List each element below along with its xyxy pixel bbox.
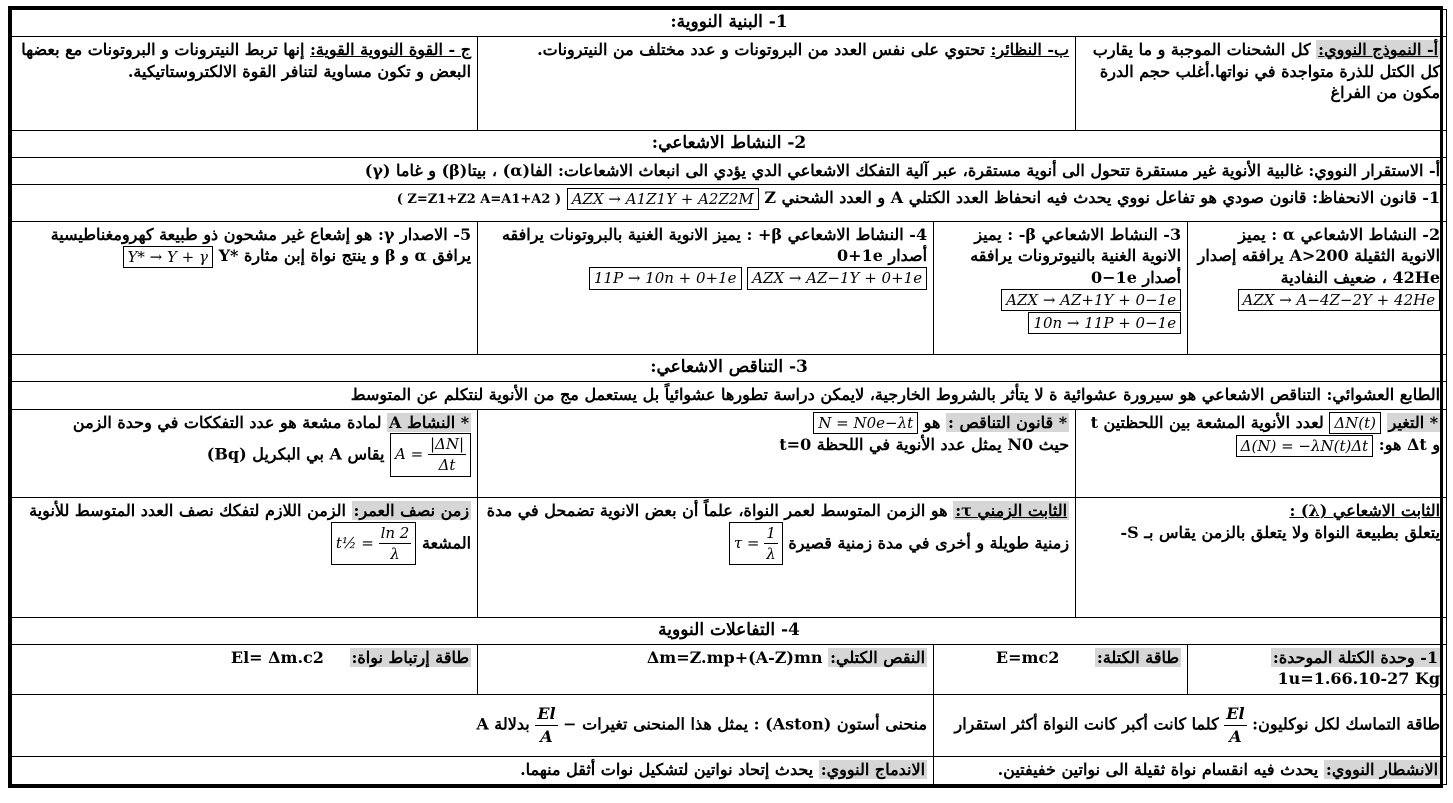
gamma-emission-formula: Y* → Y + γ: [123, 246, 213, 268]
aston-curve-num: El: [535, 703, 557, 726]
binding-per-nucleon-den: A: [1229, 727, 1242, 747]
half-life-formula-num: ln 2: [379, 523, 412, 544]
beta-plus-title: 4- النشاط الاشعاعي β+ :: [746, 224, 928, 244]
aston-curve-cell: [12, 694, 934, 756]
half-life-formula: [331, 522, 416, 566]
aston-curve-text1: يمثل هذا المنحنى تغيرات: [582, 715, 749, 735]
summary-sheet: [8, 6, 1443, 788]
alpha-emission: 42He: [1392, 267, 1441, 287]
binding-per-nucleon-cell: [934, 694, 1447, 756]
beta-minus-title: 3- النشاط الاشعاعي β- :: [1007, 224, 1182, 244]
mass-energy-value: E=mc2: [995, 647, 1060, 667]
binding-energy-value: El= Δm.c2: [230, 647, 324, 667]
half-life-formula-lhs: t½ =: [335, 533, 374, 552]
isotopes-text: تحتوي على نفس العدد من البروتونات و عدد مختلف من النيترونات.: [537, 39, 985, 59]
beta-minus-cell: [934, 221, 1188, 354]
fission-text: يحدث فيه انقسام نواة ثقيلة الى نواتين خفيفتين.: [997, 760, 1319, 780]
decay-law-cell: [478, 409, 1076, 497]
mass-defect-label: النقص الكتلي:: [830, 647, 926, 667]
time-constant-label: الثابت الزمني τ:: [955, 501, 1068, 521]
nuclear-model-text: كل الشحنات الموجبة و ما يقارب كل الكتل للذرة متواجدة في نواتها.أغلب حجم الدرة مكون من الفراغ: [1092, 39, 1441, 103]
strong-force-label: ج - القوة النووية القوية:: [309, 39, 472, 59]
time-constant-formula-den: λ: [766, 544, 776, 563]
random-nature-text: الطابع العشوائي: التناقص الاشعاعي هو سيرورة عشوائية ة لا يتأثر بالشروط الخارجية، لايمكن دراسة تطورها عشوائياً بل يستعمل مج من الأنوية لنتكلم عن المتوسط: [12, 381, 1447, 409]
decay-law-text1: هو: [923, 412, 941, 432]
alpha-decay-cell: [1188, 221, 1447, 354]
gamma-emission-cell: [12, 221, 478, 354]
activity-formula-lhs: A =: [395, 444, 424, 463]
activity-label: * النشاط A: [389, 412, 470, 432]
summary-table: [11, 9, 1447, 785]
time-constant-formula-lhs: τ =: [733, 533, 760, 552]
time-constant-cell: [478, 498, 1076, 618]
beta-plus-text: يميز الانوية الغنية بالبروتونات يرافقه أصدار: [501, 224, 928, 266]
activity-cell: [12, 409, 478, 497]
decay-constant-cell: [1076, 498, 1447, 618]
aston-curve-den: A: [540, 727, 553, 747]
fusion-text: يحدث إتحاد نواتين لتشكيل نوات أثقل منهما.: [520, 760, 814, 780]
fission-label: الانشطار النووي:: [1325, 760, 1439, 780]
variation-cell: [1076, 409, 1447, 497]
variation-symbol: ΔN(t): [1329, 412, 1381, 434]
time-constant-formula: [729, 522, 783, 566]
section-nuclear-structure-title: 1- البنية النووية:: [12, 10, 1447, 37]
gamma-emission-text: هو إشعاع غير مشحون ذو طبيعة كهرومغناطيسية يرافق α و β و ينتج نواة إبن مثارة: [50, 224, 472, 266]
strong-force-text: إنها تربط النيترونات و البروتونات مع بعضها البعض و تكون مساوية لتنافر القوة الالكتروستاتيكية.: [21, 39, 472, 81]
aston-curve-sign: −: [563, 715, 577, 735]
alpha-decay-title: 2- النشاط الاشعاعي α :: [1271, 224, 1441, 244]
half-life-cell: [12, 498, 478, 618]
fission-cell: [934, 757, 1447, 785]
beta-minus-formula-neutron: 10n → 11P + 0−1e: [1028, 312, 1181, 334]
gamma-excited-symbol: Y*: [218, 246, 239, 266]
unified-mass-unit-label: 1- وحدة الكتلة الموحدة:: [1272, 647, 1439, 667]
mass-defect-cell: [478, 644, 934, 694]
alpha-decay-formula: AZX → A−4Z−2Y + 42He: [1238, 289, 1441, 311]
beta-plus-formula-proton: 11P → 10n + 0+1e: [589, 267, 742, 289]
activity-formula-den: Δt: [438, 456, 456, 475]
gamma-emission-title: 5- الاصدار γ:: [377, 224, 472, 244]
conservation-law-text: 1- قانون الانحفاظ: قانون صودي هو تفاعل نووي يحدث فيه انحفاظ العدد الكتلي A و العدد الشحني Z: [764, 188, 1441, 208]
isotopes-cell: [478, 36, 1076, 130]
fusion-label: الاندماج النووي:: [820, 760, 926, 780]
beta-minus-formula-nucleus: AZX → AZ+1Y + 0−1e: [1001, 289, 1181, 311]
activity-formula: [390, 433, 471, 477]
beta-plus-cell: [478, 221, 934, 354]
time-constant-formula-num: 1: [764, 523, 778, 544]
conservation-note: ( Z=Z1+Z2 A=A1+A2 ): [396, 192, 562, 208]
time-constant-text: هو الزمن المتوسط لعمر النواة، علماً أن بعض الانوية تضمحل في مدة زمنية طويلة و أخرى في مدة زمنية قصيرة: [486, 501, 1070, 552]
half-life-text: الزمن اللازم لتفكك نصف العدد المتوسط للأنوية المشعة: [29, 501, 472, 552]
binding-per-nucleon-label: طاقة التماسك لكل نوكليون:: [1252, 715, 1441, 735]
alpha-decay-text1: يميز الانوية الثقيلة A>200 يرافقه إصدار: [1197, 224, 1441, 266]
binding-per-nucleon-num: El: [1224, 703, 1246, 726]
binding-energy-cell: [12, 644, 478, 694]
decay-law-text2: حيث N0 يمثل عدد الأنوية في اللحظة t=0: [779, 435, 1070, 455]
beta-plus-emission: 0+1e: [837, 246, 883, 266]
decay-law-formula: N = N0e−λt: [813, 412, 918, 434]
strong-force-cell: [12, 36, 478, 130]
conservation-formula: AZX → A1Z1Y + A2Z2M: [567, 188, 759, 210]
variation-text: لعدد الأنوية المشعة بين اللحظتين t و Δt هو:: [1090, 412, 1441, 455]
mass-energy-label: طاقة الكتلة:: [1096, 647, 1180, 667]
unified-mass-unit-cell: [1188, 644, 1447, 694]
section-radioactivity-title: 2- النشاط الاشعاعي:: [12, 130, 1447, 157]
half-life-label: زمن نصف العمر:: [353, 501, 470, 521]
activity-formula-num: |ΔN|: [428, 434, 466, 455]
beta-plus-formula-nucleus: AZX → AZ−1Y + 0+1e: [747, 267, 927, 289]
fusion-cell: [12, 757, 934, 785]
activity-text2: يقاس A بي البكريل (Bq): [206, 444, 385, 464]
mass-defect-value: Δm=Z.mp+(A-Z)mn: [646, 647, 823, 667]
binding-energy-label: طاقة إرتباط نواة:: [351, 647, 470, 667]
aston-curve-text2: بدلالة A: [476, 715, 530, 735]
activity-text1: لمادة مشعة هو عدد التفككات في وحدة الزمن: [72, 412, 382, 432]
unified-mass-unit-value: 1u=1.66.10-27 Kg: [1277, 669, 1441, 689]
decay-constant-label: الثابت الاشعاعي (λ) :: [1289, 501, 1441, 521]
section-reactions-title: 4- التفاعلات النووية: [12, 617, 1447, 644]
nuclear-model-cell: [1076, 36, 1447, 130]
alpha-decay-text2: ، ضعيف النفادية: [1280, 267, 1387, 287]
variation-formula: Δ(N) = −λN(t)Δt: [1236, 435, 1374, 457]
half-life-formula-den: λ: [390, 544, 400, 563]
mass-energy-cell: [934, 644, 1188, 694]
decay-law-label: * قانون التناقص :: [948, 412, 1068, 432]
isotopes-label: ب- النظائر:: [990, 39, 1070, 59]
conservation-law-cell: [12, 185, 1447, 221]
aston-curve-label: منحنى أستون (Aston) :: [753, 715, 928, 735]
decay-constant-text: يتعلق بطبيعة النواة ولا يتعلق بالزمن يقاس بـ S-: [1120, 522, 1441, 542]
beta-minus-emission: 0−1e: [1091, 267, 1137, 287]
section-decay-title: 3- التناقص الاشعاعي:: [12, 354, 1447, 381]
beta-minus-text: يميز الانوية الغنية بالنيوترونات يرافقه أصدار: [970, 224, 1182, 287]
binding-per-nucleon-text: كلما كانت أكبر كانت النواة أكثر استقرار: [954, 715, 1219, 735]
nuclear-model-label: أ- النموذج النووي:: [1318, 39, 1439, 59]
variation-label: * التغير: [1388, 412, 1439, 432]
nuclear-stability-text: أ- الاستقرار النووي: غالبية الأنوية غير مستقرة تتحول الى أنوية مستقرة، عبر آلية التفكك الاشعاعي الدي يؤدي الى انبعاث الاشعاعات: الفا(α) ، بيتا(β) و غاما (γ): [12, 157, 1447, 185]
